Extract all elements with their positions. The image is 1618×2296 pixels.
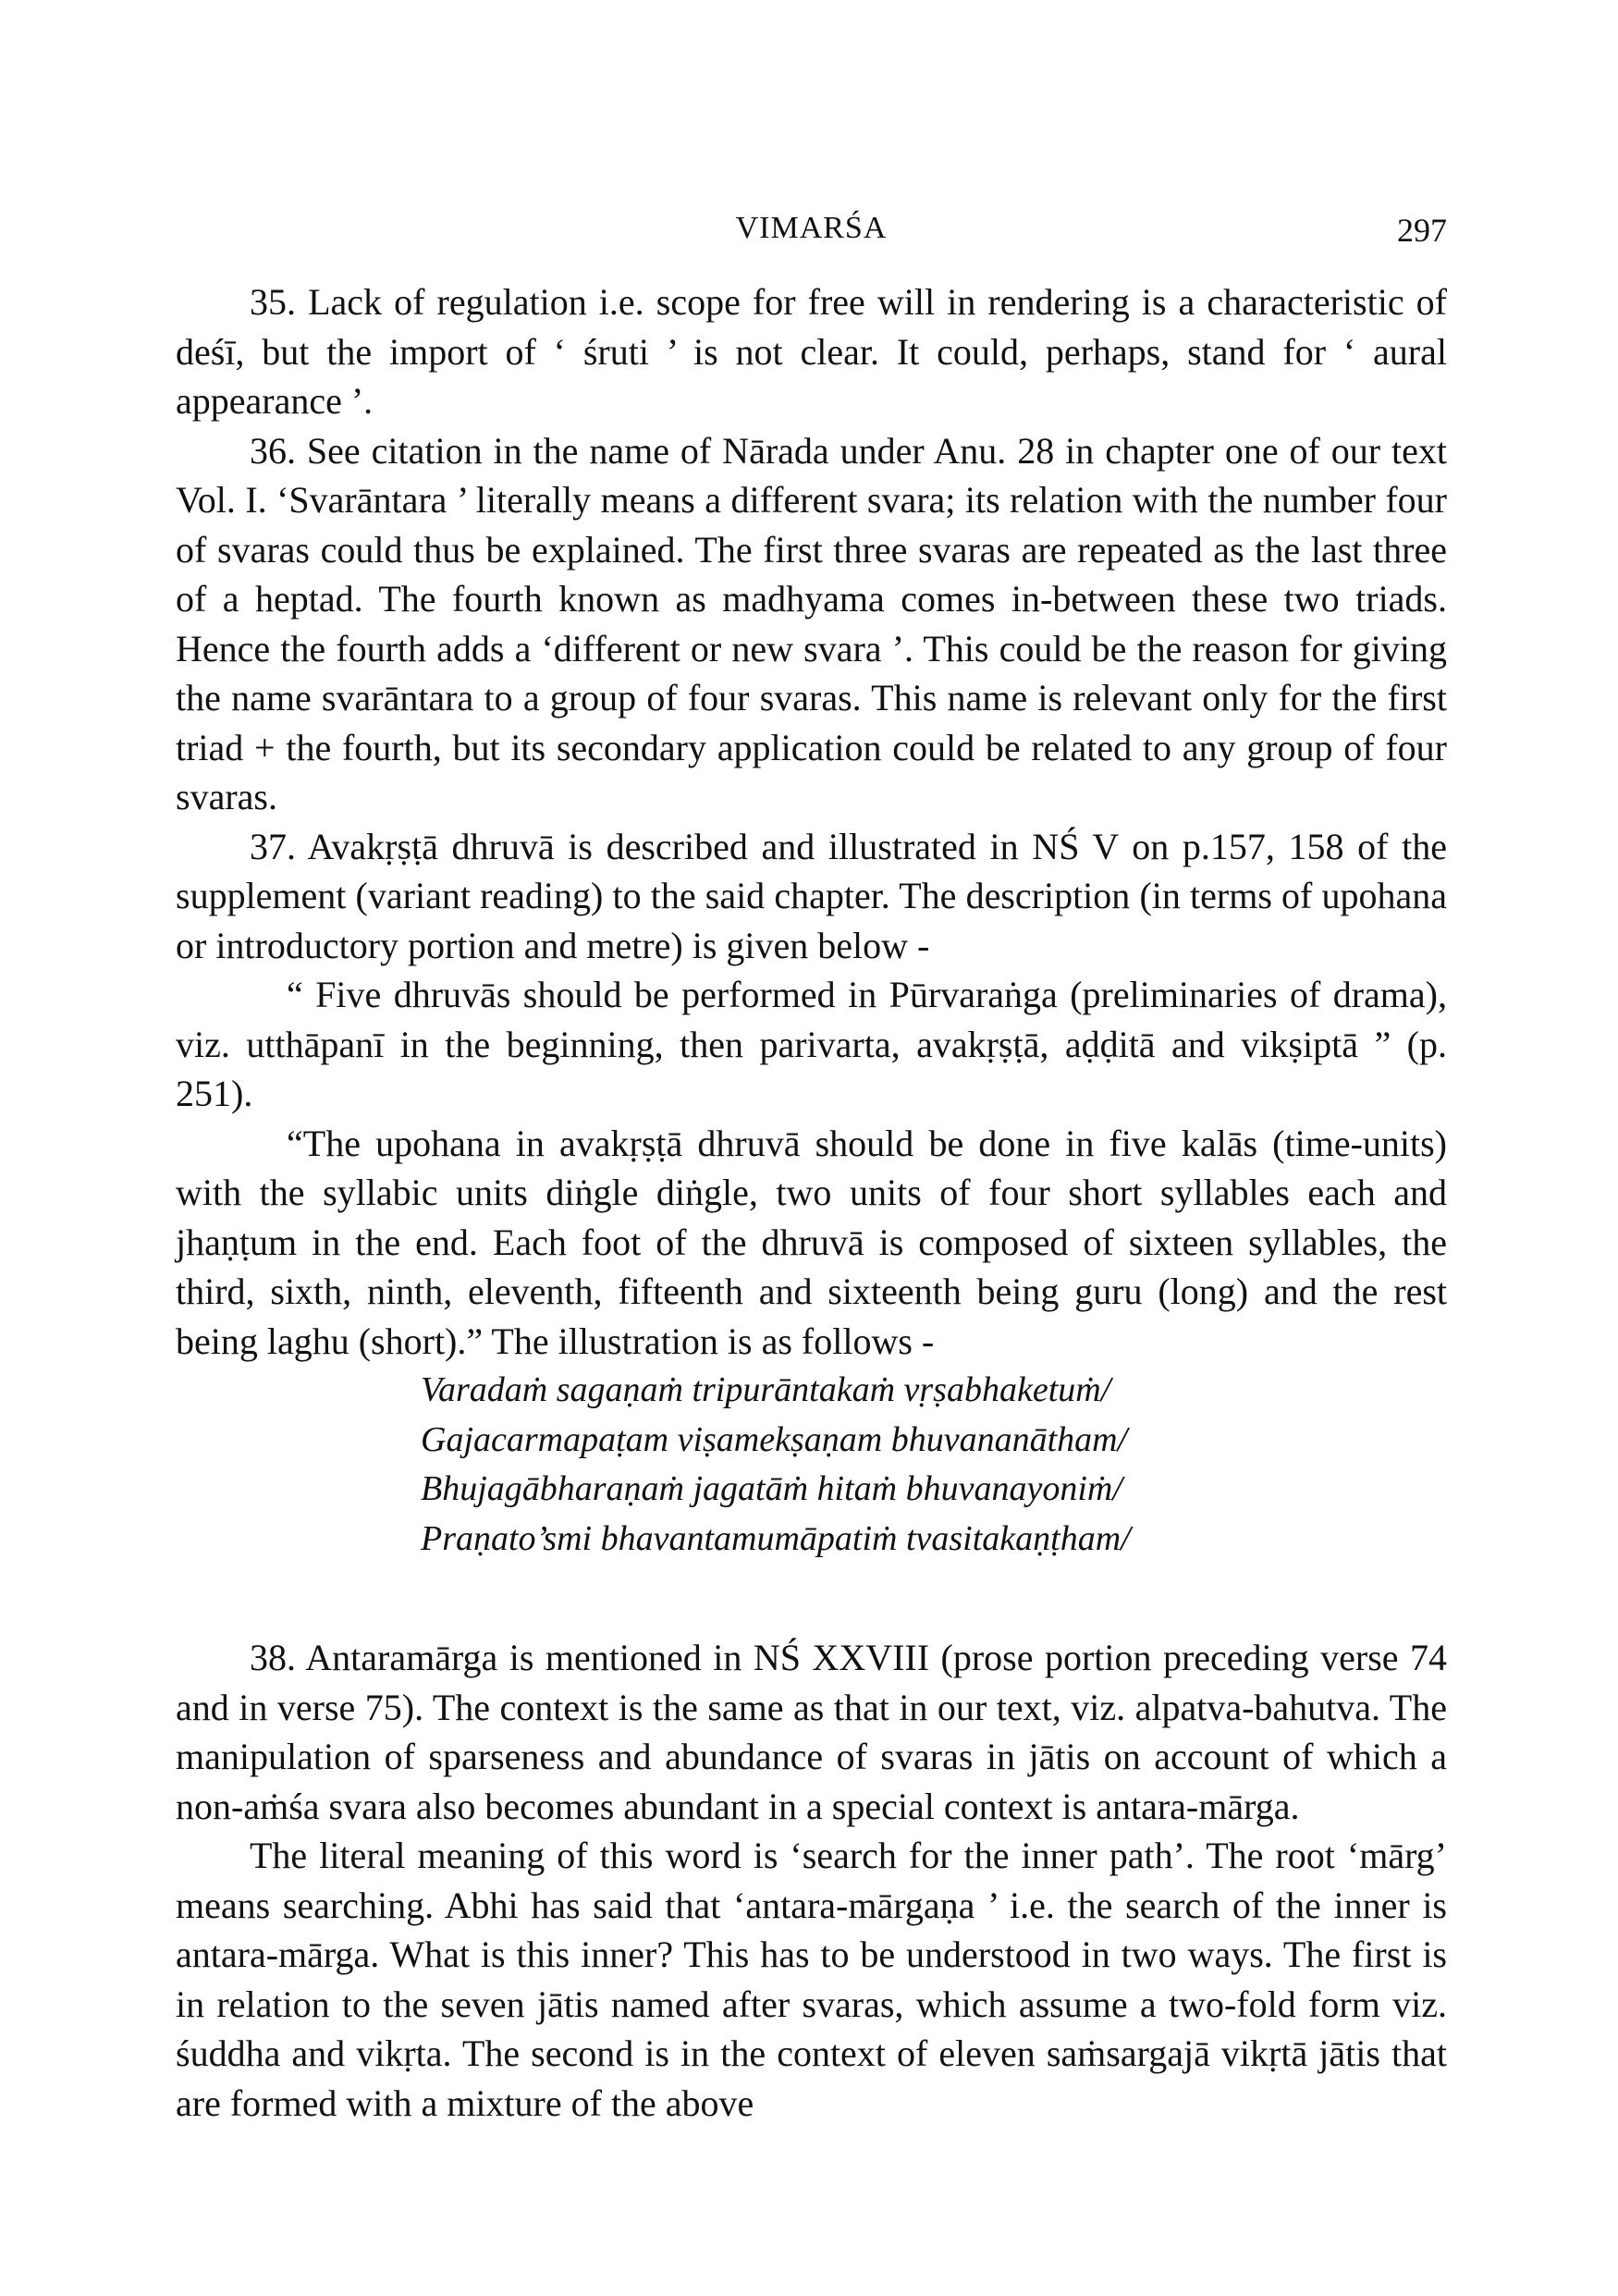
- note-35: 35. Lack of regulation i.e. scope for free will in rendering is a characteristic of deśī, but the import of ‘ śruti ’ is not clear. It could, perhaps, stand for ‘ aural appearance ’.: [176, 281, 1447, 422]
- verse-illustration: [421, 1366, 1447, 1564]
- verse-line-4: Praṇato’smi bhavantamumāpatiṁ tvasitakaṇṭham/: [421, 1518, 1131, 1558]
- page-header: [176, 211, 1447, 257]
- running-title: VIMARŚA: [735, 211, 888, 245]
- note-37-quote-1: “ Five dhruvās should be performed in Pūrvaraṅga (preliminaries of drama), viz. utthāpanī in the beginning, then parivarta, avakṛṣṭā, aḍḍitā and vikṣiptā ” (p. 251).: [176, 974, 1447, 1114]
- verse-line-3: Bhujagābharaṇaṁ jagatāṁ hitaṁ bhuvanayoniṁ/: [421, 1469, 1122, 1508]
- verse-line-2: Gajacarmapaṭam viṣamekṣaṇam bhuvananātham/: [421, 1419, 1128, 1459]
- note-36: 36. See citation in the name of Nārada under Anu. 28 in chapter one of our text Vol. I. ‘Svarāntara ’ literally means a different svara; its relation with the number four of svaras could thus be explained. The first three svaras are repeated as the last three of a heptad. The fourth known as madhyama comes in-between these two triads. Hence the fourth adds a ‘different or new svara ’. This could be the reason for giving the name svarāntara to a group of four svaras. This name is relevant only for the first triad + the fourth, but its secondary application could be related to any group of four svaras.: [176, 429, 1447, 817]
- verse-line-1: Varadaṁ sagaṇaṁ tripurāntakaṁ vṛṣabhaketuṁ/: [421, 1370, 1111, 1409]
- note-38-continued: The literal meaning of this word is ‘search for the inner path’. The root ‘mārg’ means searching. Abhi has said that ‘antara-mārgaṇa ’ i.e. the search of the inner is antara-mārga. What is this inner? This has to be understood in two ways. The first is in relation to the seven jātis named after svaras, which assume a two-fold form viz. śuddha and vikṛta. The second is in the context of eleven saṁsargajā vikṛtā jātis that are formed with a mixture of the above: [176, 1835, 1447, 2124]
- note-37: 37. Avakṛṣṭā dhruvā is described and illustrated in NŚ V on p.157, 158 of the supplement (variant reading) to the said chapter. The description (in terms of upohana or introductory portion and metre) is given below -: [176, 825, 1447, 966]
- notes-body: [176, 277, 1447, 2128]
- note-37-quote-2: “The upohana in avakṛṣṭā dhruvā should be done in five kalās (time-units) with the syllabic units diṅgle diṅgle, two units of four short syllables each and jhaṇṭum in the end. Each foot of the dhruvā is composed of sixteen syllables, the third, sixth, ninth, eleventh, fifteenth and sixteenth being guru (long) and the rest being laghu (short).” The illustration is as follows -: [176, 1122, 1447, 1362]
- section-gap: [176, 1564, 1447, 1633]
- page-number: 297: [1397, 212, 1447, 249]
- note-38: 38. Antaramārga is mentioned in NŚ XXVIII (prose portion preceding verse 74 and in verse 75). The context is the same as that in our text, viz. alpatva-bahutva. The manipulation of sparseness and abundance of svaras in jātis on account of which a non-aṁśa svara also becomes abundant in a special context is antara-mārga.: [176, 1637, 1447, 1827]
